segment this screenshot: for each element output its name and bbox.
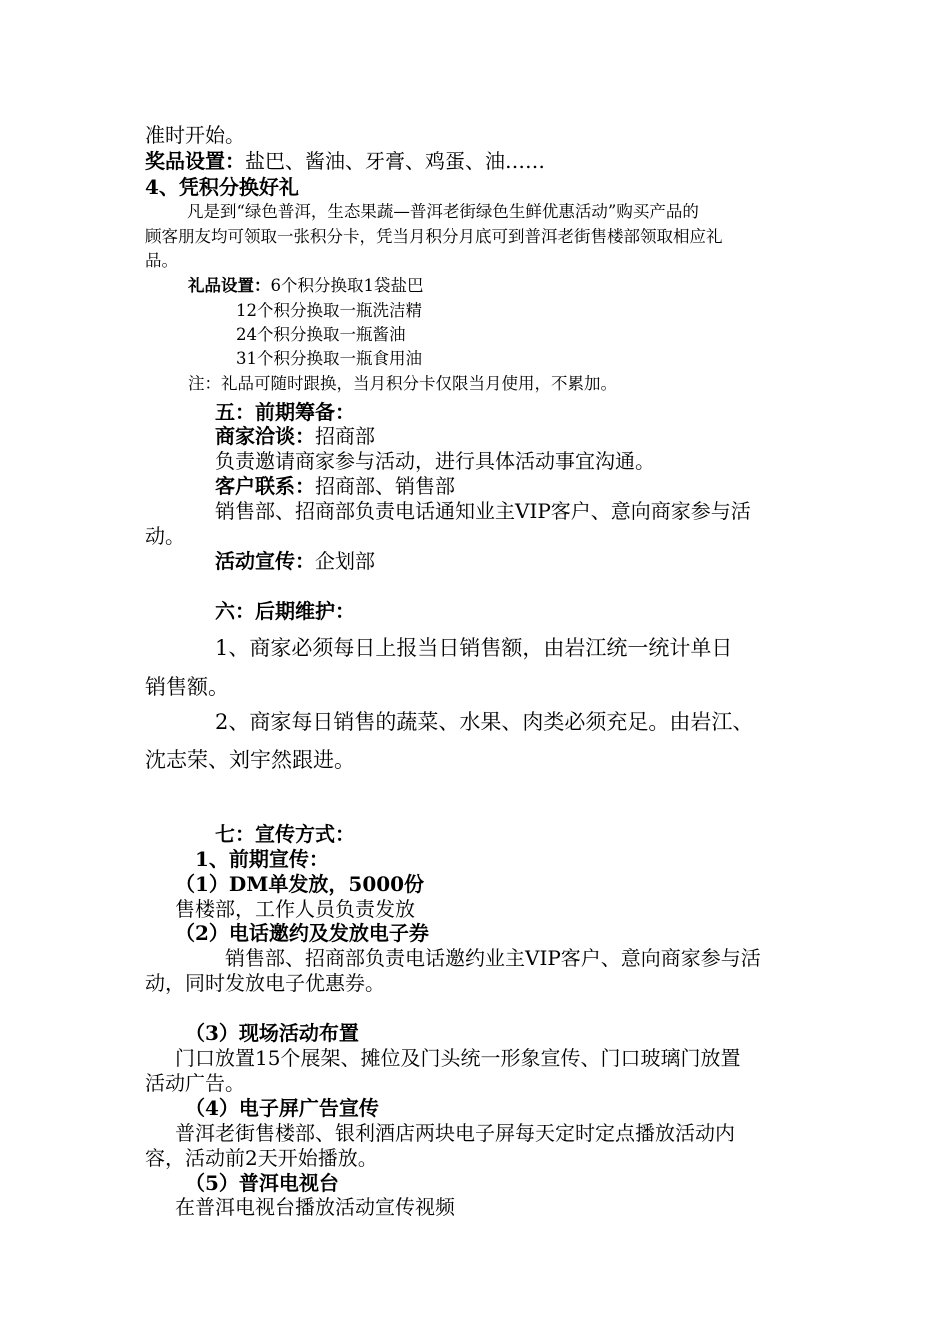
gift-setting-line <box>188 277 424 296</box>
prize-setting-label: 奖品设置： <box>145 149 245 173</box>
gift-item: 24个积分换取一瓶酱油 <box>236 325 406 344</box>
note-line: 注：礼品可随时跟换，当月积分卡仅限当月使用，不累加。 <box>188 374 617 393</box>
text-line: 沈志荣、刘宇然跟进。 <box>145 748 355 772</box>
text-line: 容，活动前2天开始播放。 <box>145 1146 378 1170</box>
text-line: 准时开始。 <box>145 123 245 147</box>
text-line: 顾客朋友均可领取一张积分卡，凭当月积分月底可到普洱老街售楼部领取相应礼 <box>145 227 723 246</box>
text-line: 普洱老街售楼部、银利酒店两块电子屏每天定时定点播放活动内 <box>175 1121 735 1145</box>
sub-heading: （2）电话邀约及发放电子券 <box>175 921 429 945</box>
customer-contact-label: 客户联系： <box>215 474 315 498</box>
text-line: 动，同时发放电子优惠券。 <box>145 971 385 995</box>
promotion-label: 活动宣传： <box>215 549 315 573</box>
customer-contact-text: 招商部、销售部 <box>315 474 455 498</box>
text-line: 售楼部，工作人员负责发放 <box>175 897 415 921</box>
merchant-talk-text: 招商部 <box>315 424 375 448</box>
customer-contact-line <box>215 475 455 498</box>
gift-item: 31个积分换取一瓶食用油 <box>236 349 422 368</box>
sub-heading: 1、前期宣传： <box>195 847 329 871</box>
gift-setting-text: 6个积分换取1袋盐巴 <box>270 276 424 295</box>
prize-setting-text: 盐巴、酱油、牙膏、鸡蛋、油…… <box>245 149 545 173</box>
section-heading: 六：后期维护： <box>215 599 355 623</box>
text-line: 销售额。 <box>145 675 229 699</box>
text-line: 销售部、招商部负责电话通知业主VIP客户、意向商家参与活 <box>215 499 751 523</box>
section-heading: 4、凭积分换好礼 <box>145 175 299 199</box>
section-heading: 五：前期筹备： <box>215 400 355 424</box>
text-line: 负责邀请商家参与活动，进行具体活动事宜沟通。 <box>215 449 655 473</box>
merchant-talk-line <box>215 425 375 448</box>
text-line: 凡是到“绿色普洱，生态果蔬—普洱老街绿色生鲜优惠活动”购买产品的 <box>187 202 699 221</box>
text-line: 在普洱电视台播放活动宣传视频 <box>175 1195 455 1219</box>
gift-setting-label: 礼品设置： <box>188 276 271 295</box>
section-heading: 七：宣传方式： <box>215 822 355 846</box>
promotion-text: 企划部 <box>315 549 375 573</box>
text-line: 动。 <box>145 524 185 548</box>
sub-heading: （4）电子屏广告宣传 <box>185 1096 379 1120</box>
sub-heading: （3）现场活动布置 <box>185 1021 359 1045</box>
text-line: 1、商家必须每日上报当日销售额，由岩江统一统计单日 <box>215 636 733 660</box>
merchant-talk-label: 商家洽谈： <box>215 424 315 448</box>
text-line: 门口放置15个展架、摊位及门头统一形象宣传、门口玻璃门放置 <box>175 1046 741 1070</box>
text-line: 销售部、招商部负责电话邀约业主VIP客户、意向商家参与活 <box>225 946 761 970</box>
text-line: 活动广告。 <box>145 1071 245 1095</box>
sub-heading: （5）普洱电视台 <box>185 1171 339 1195</box>
gift-item: 12个积分换取一瓶洗洁精 <box>236 301 422 320</box>
text-line: 品。 <box>145 251 178 270</box>
text-line: 2、商家每日销售的蔬菜、水果、肉类必须充足。由岩江、 <box>215 710 754 734</box>
promotion-line <box>215 550 375 573</box>
prize-setting-line <box>145 150 545 173</box>
sub-heading: （1）DM单发放，5000份 <box>175 872 425 896</box>
